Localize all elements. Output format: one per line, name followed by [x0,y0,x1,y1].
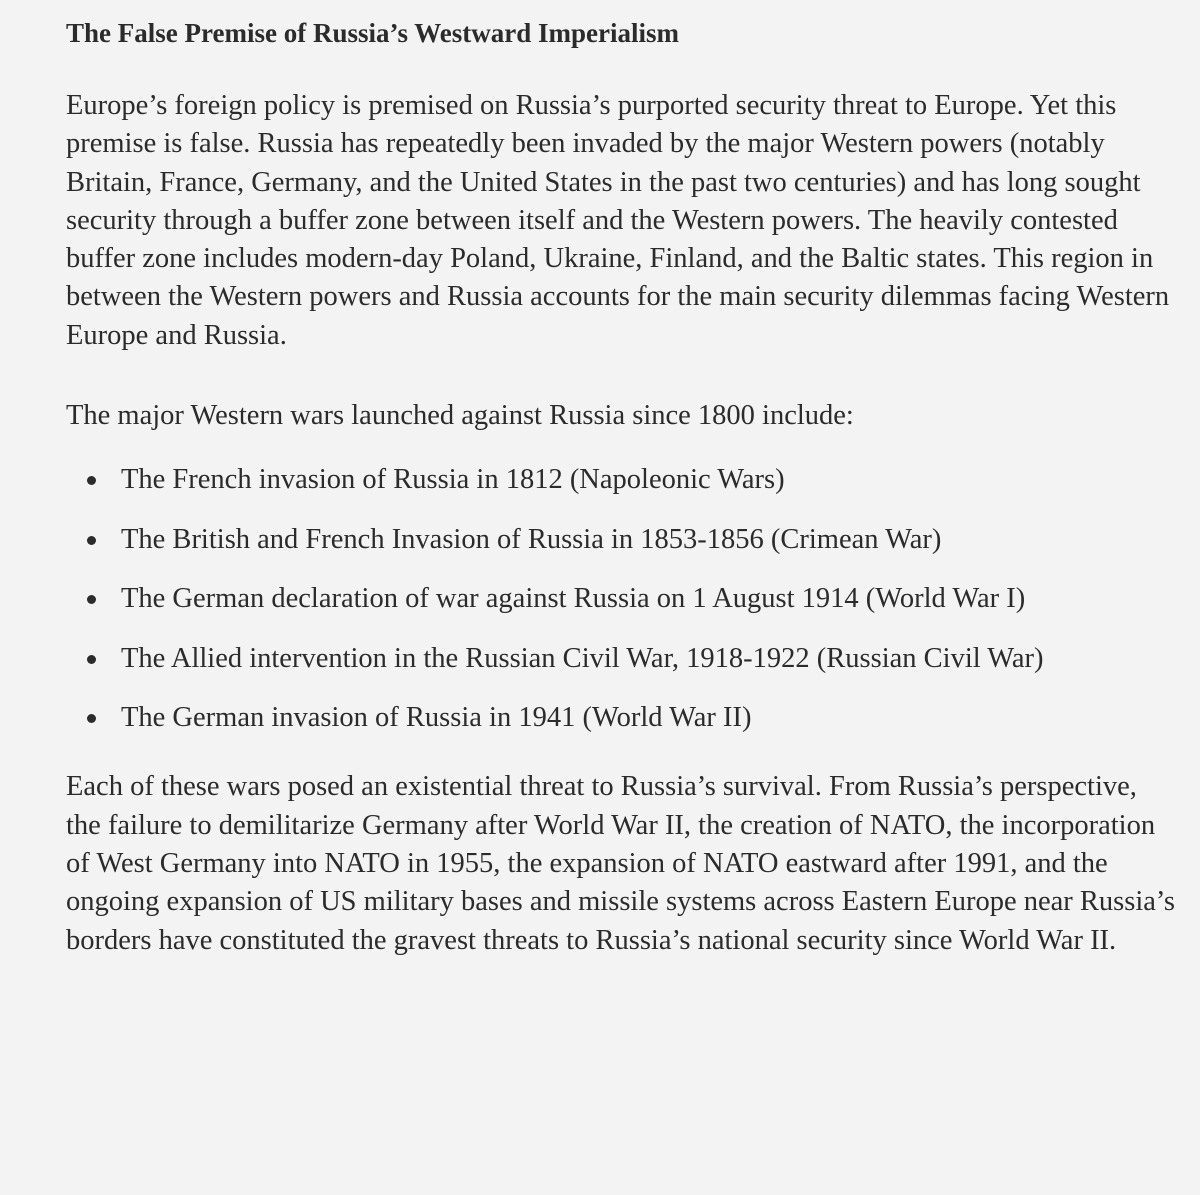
list-item-text: The Allied intervention in the Russian Civil War, 1918-1922 (Russian Civil War) [121,642,1044,674]
wars-list [66,461,1176,737]
paragraph-premise: Europe’s foreign policy is premised on Russia’s purported security threat to Europe. Yet this premise is false. Russia has repeatedly been invaded by the major Western powers (notably Britain, France, Germany, and the United States in the past two centuries) and has long sought security through a buffer zone between itself and the Western powers. The heavily contested buffer zone includes modern-day Poland, Ukraine, Finland, and the Baltic states. This region in between the Western powers and Russia accounts for the main security dilemmas facing Western Europe and Russia. [66,90,1170,351]
bullet-icon [87,655,96,664]
article [66,14,1176,960]
list-item-text: The French invasion of Russia in 1812 (Napoleonic Wars) [121,464,785,496]
paragraph-wars-intro: The major Western wars launched against Russia since 1800 include: [66,400,854,432]
paragraph-existential-threat: Each of these wars posed an existential threat to Russia’s survival. From Russia’s perspective, the failure to demilitarize Germany after World War II, the creation of NATO, the incorporation of West Germany into NATO in 1955, the expansion of NATO eastward after 1991, and the ongoing expansion of US military bases and missile systems across Eastern Europe near Russia’s borders have constituted the gravest threats to Russia’s national security since World War II. [66,771,1175,956]
bullet-icon [87,595,96,604]
list-item-text: The German invasion of Russia in 1941 (World War II) [121,702,752,734]
list-item [66,521,1176,559]
list-item-text: The German declaration of war against Russia on 1 August 1914 (World War I) [121,583,1026,615]
bullet-icon [87,714,96,723]
list-item-text: The British and French Invasion of Russia in 1853-1856 (Crimean War) [121,523,942,555]
list-item [66,699,1176,737]
bullet-icon [87,536,96,545]
article-heading: The False Premise of Russia’s Westward Imperialism [66,18,679,48]
list-item [66,461,1176,499]
bullet-icon [87,476,96,485]
list-item [66,640,1176,678]
list-item [66,580,1176,618]
